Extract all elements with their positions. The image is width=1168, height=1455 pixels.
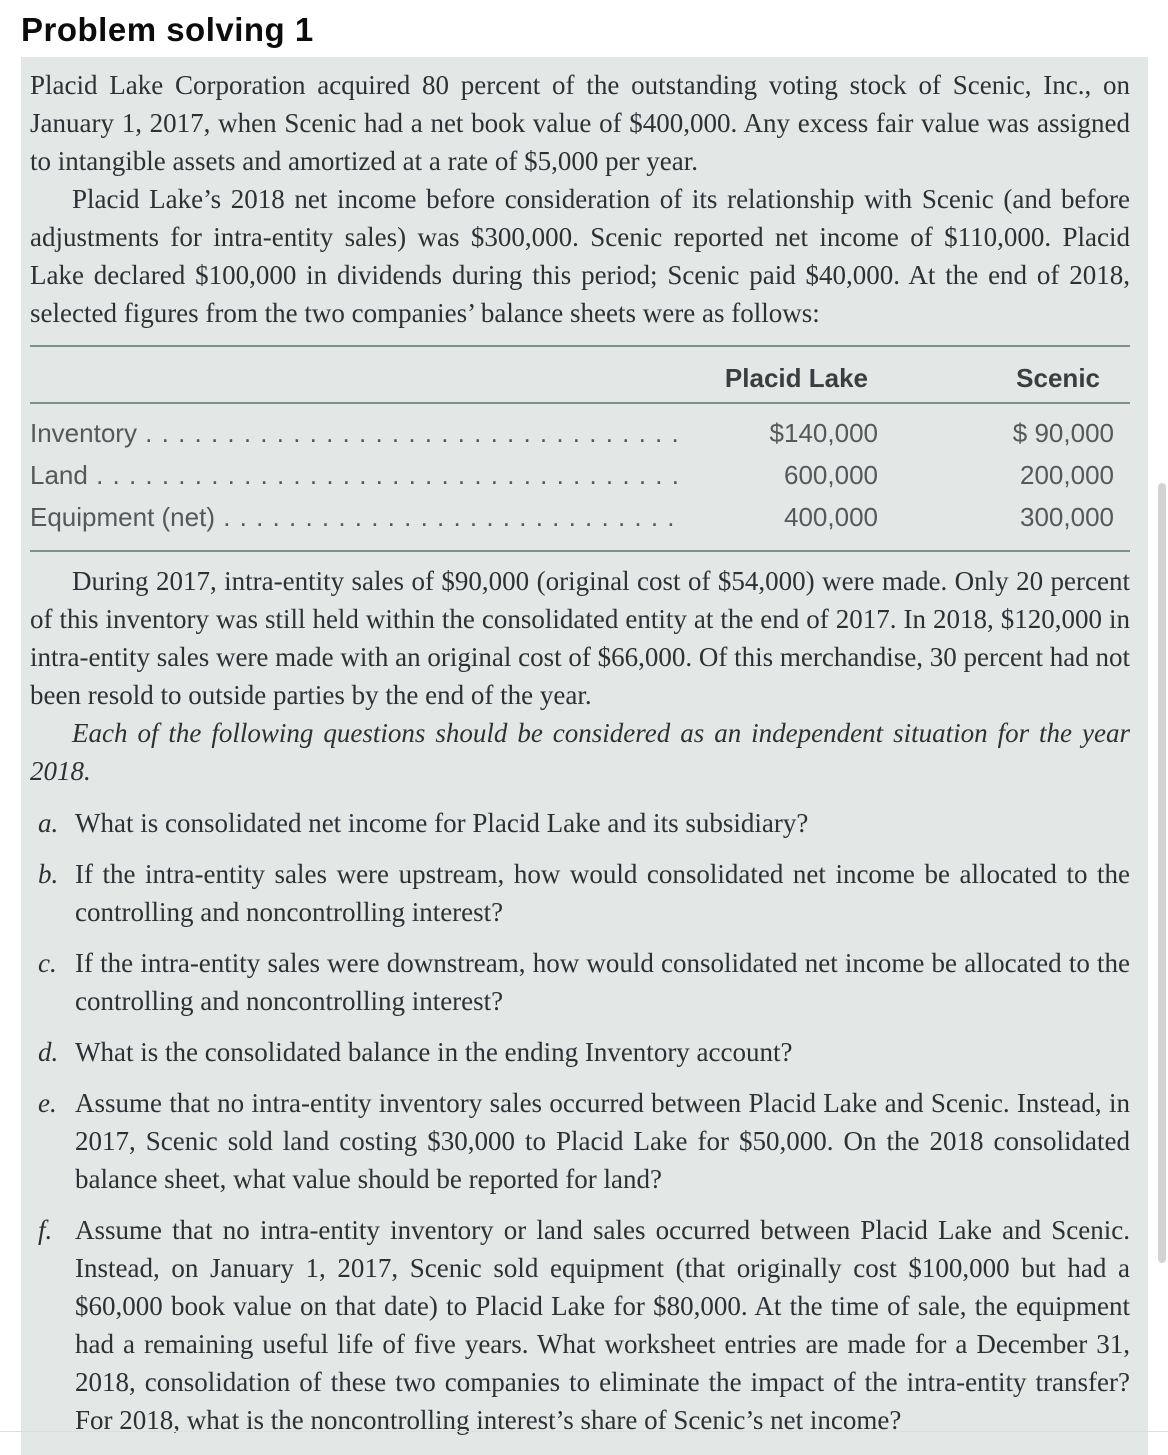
question-text: Assume that no intra-entity inventory sales occurred between Placid Lake and Scenic. Instead, in 2017, Scenic sold land costing $30,000 to Placid Lake for $50,000. On the 2018 consolidated balance sheet, what value should be reported for land?: [75, 1088, 1130, 1195]
table-row: [30, 454, 1130, 496]
question-item-b: [30, 855, 1130, 931]
table-header-row: [30, 347, 1130, 404]
scrollbar-thumb[interactable]: [1158, 483, 1166, 1263]
question-text: Assume that no intra-entity inventory or land sales occurred between Placid Lake and Scenic. Instead, on January 1, 2017, Scenic sold equipment (that originally cost $100,000 but had a $60,000 book value on that date) to Placid Lake for $80,000. At the time of sale, the equipment had a remaining useful life of five years. What worksheet entries are made for a December 31, 2018, consolidation of these two companies to eliminate the impact of the intra-entity transfer? For 2018, what is the noncontrolling interest’s share of Scenic’s net income?: [75, 1215, 1130, 1436]
row-value-scenic: 200,000: [1020, 460, 1114, 491]
row-label: Equipment (net) . . .: [30, 496, 678, 538]
problem-box: [21, 57, 1148, 1455]
question-letter: a.: [38, 808, 59, 839]
balance-sheet-table: [30, 345, 1130, 552]
row-value-placid-lake: 400,000: [784, 502, 878, 533]
question-text: What is the consolidated balance in the ending Inventory account?: [75, 1037, 793, 1068]
question-item-a: [30, 804, 1130, 842]
question-letter: e.: [38, 1088, 57, 1119]
question-letter: f.: [38, 1215, 53, 1246]
table-header-scenic: Scenic: [1016, 363, 1100, 394]
problem-paragraph: During 2017, intra-entity sales of $90,000 (original cost of $54,000) were made. Only 20 percent of this inventory was still held within the consolidated entity at the end of 2017. In 2018, $120,000 in intra-entity sales were made with an original cost of $66,000. Of this merchandise, 30 percent had not been resold to outside parties by the end of the year.: [30, 566, 1130, 711]
question-text: If the intra-entity sales were upstream, how would consolidated net income be allocated to the controlling and noncontrolling interest?: [75, 859, 1130, 928]
question-item-f: [30, 1211, 1130, 1439]
question-item-c: [30, 944, 1130, 1020]
table-row: [30, 412, 1130, 454]
row-value-placid-lake: $140,000: [769, 418, 878, 449]
problem-note: Each of the following questions should be considered as an independent situation for the year 2018.: [30, 718, 1130, 787]
question-item-e: [30, 1084, 1130, 1198]
problem-paragraph: Placid Lake’s 2018 net income before consideration of its relationship with Scenic (and before adjustments for intra-entity sales) was $300,000. Scenic reported net income of $110,000. Placid Lake declared $100,000 in dividends during this period; Scenic paid $40,000. At the end of 2018, selected figures from the two companies’ balance sheets were as follows:: [30, 184, 1130, 329]
page-bottom-divider: [0, 1431, 1168, 1432]
row-label: Land . . .: [30, 454, 678, 496]
row-value-scenic: 300,000: [1020, 502, 1114, 533]
row-value-scenic: $ 90,000: [1012, 418, 1114, 449]
question-text: If the intra-entity sales were downstream, how would consolidated net income be allocated to the controlling and noncontrolling interest?: [75, 948, 1130, 1017]
problem-paragraph: Placid Lake Corporation acquired 80 percent of the outstanding voting stock of Scenic, Inc., on January 1, 2017, when Scenic had a net book value of $400,000. Any excess fair value was assigned to intangible assets and amortized at a rate of $5,000 per year.: [30, 70, 1130, 177]
question-letter: b.: [38, 859, 59, 890]
table-row: [30, 496, 1130, 538]
question-text: What is consolidated net income for Placid Lake and its subsidiary?: [75, 808, 809, 839]
table-header-placid-lake: Placid Lake: [724, 363, 868, 394]
question-letter: d.: [38, 1037, 59, 1068]
row-label: Inventory . . .: [30, 412, 678, 454]
row-value-placid-lake: 600,000: [784, 460, 878, 491]
table-body: [30, 404, 1130, 550]
page-title: Problem solving 1: [21, 11, 314, 48]
question-list: [30, 804, 1130, 1439]
question-item-d: [30, 1033, 1130, 1071]
question-letter: c.: [38, 948, 57, 979]
